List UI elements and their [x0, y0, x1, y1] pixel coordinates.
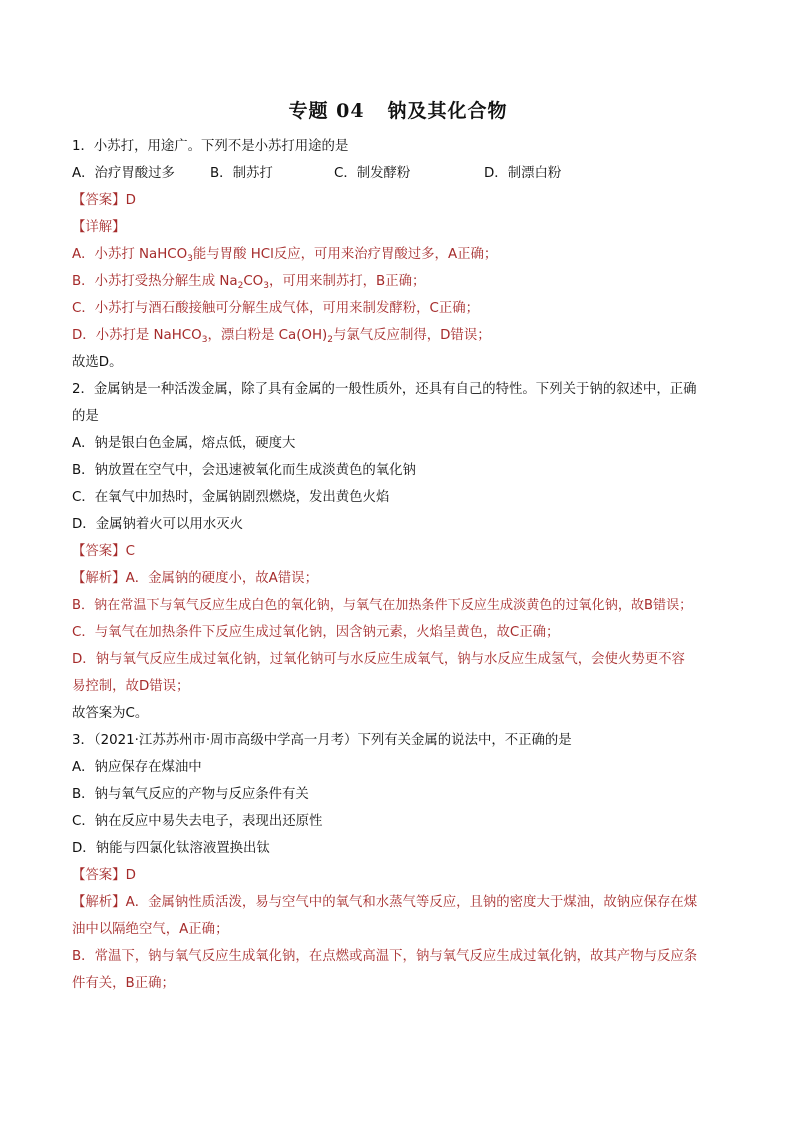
- q1-option-d: D．制漂白粉: [484, 166, 562, 181]
- q1-option-b: B．制苏打: [210, 166, 273, 181]
- q2-analysis-b: B．钠在常温下与氧气反应生成白色的氧化钠，与氧气在加热条件下反应生成淡黄色的过氧化钠，故B错误；: [72, 598, 693, 613]
- question-list: [72, 133, 724, 997]
- q1-detail-d: D．小苏打是 NaHCO$_3$，漂白粉是 $Ca(OH)_2$与氯气反应制得，D错误；: [72, 328, 491, 345]
- q2-option-d: D．金属钠着火可以用水灭火: [72, 517, 243, 532]
- q3-option-d: D．钠能与四氯化钛溶液置换出钛: [72, 841, 270, 856]
- q3-analysis-a-line1: 【解析】A．金属钠性质活泼，易与空气中的氧气和水蒸气等反应，且钠的密度大于煤油，故钠应保存在煤: [72, 895, 698, 910]
- q3-stem: 3．（2021·江苏苏州市·周市高级中学高一月考）下列有关金属的说法中，不正确的是: [72, 733, 572, 748]
- q2-analysis-a: 【解析】A．金属钠的硬度小，故A错误；: [72, 571, 318, 586]
- q1-detail-b: B．小苏打受热分解生成 $Na_2CO_3$，可用来制苏打，B正确；: [72, 274, 426, 291]
- q1-detail-c: C．小苏打与酒石酸接触可分解生成气体，可用来制发酵粉，C正确；: [72, 301, 480, 316]
- q3-analysis-b-line1: B．常温下，钠与氧气反应生成氧化钠，在点燃或高温下，钠与氧气反应生成过氧化钠，故其产物与反应条: [72, 949, 698, 964]
- q1-conclusion: 故选D。: [72, 355, 123, 370]
- q3-answer: 【答案】D: [72, 868, 136, 883]
- q2-analysis-d-line1: D．钠与氧气反应生成过氧化钠，过氧化钠可与水反应生成氧气，钠与水反应生成氢气，会使火势更不容: [72, 652, 685, 667]
- q3-analysis-b-line2: 件有关，B正确；: [72, 976, 175, 991]
- q3-option-b: B．钠与氧气反应的产物与反应条件有关: [72, 787, 309, 802]
- page-title: 专题 04 钠及其化合物: [288, 100, 508, 122]
- q1-option-c: C．制发酵粉: [334, 166, 411, 181]
- q2-analysis-d-line2: 易控制，故D错误；: [72, 679, 190, 694]
- q1-options: [72, 160, 724, 187]
- q1-detail-tag: 【详解】: [72, 220, 126, 235]
- q1-stem: 1．小苏打，用途广。下列不是小苏打用途的是: [72, 139, 349, 154]
- q2-option-b: B．钠放置在空气中，会迅速被氧化而生成淡黄色的氧化钠: [72, 463, 416, 478]
- q2-stem-line1: 2．金属钠是一种活泼金属，除了具有金属的一般性质外，还具有自己的特性。下列关于钠的叙述中，正确: [72, 382, 697, 397]
- q1-answer: 【答案】D: [72, 193, 136, 208]
- q1-option-a: A．治疗胃酸过多: [72, 166, 175, 181]
- q2-stem-line2: 的是: [72, 409, 99, 424]
- q2-conclusion: 故答案为C。: [72, 706, 149, 721]
- q2-option-a: A．钠是银白色金属，熔点低，硬度大: [72, 436, 296, 451]
- q3-option-a: A．钠应保存在煤油中: [72, 760, 202, 775]
- q2-analysis-c: C．与氧气在加热条件下反应生成过氧化钠，因含钠元素，火焰呈黄色，故C正确；: [72, 625, 560, 640]
- q3-option-c: C．钠在反应中易失去电子，表现出还原性: [72, 814, 323, 829]
- q2-answer: 【答案】C: [72, 544, 135, 559]
- q3-analysis-a-line2: 油中以隔绝空气，A正确；: [72, 922, 229, 937]
- q1-detail-a: A．小苏打 NaHCO$_3$能与胃酸 HCl反应，可用来治疗胃酸过多，A正确；: [72, 247, 498, 264]
- q2-option-c: C．在氧气中加热时，金属钠剧烈燃烧，发出黄色火焰: [72, 490, 390, 505]
